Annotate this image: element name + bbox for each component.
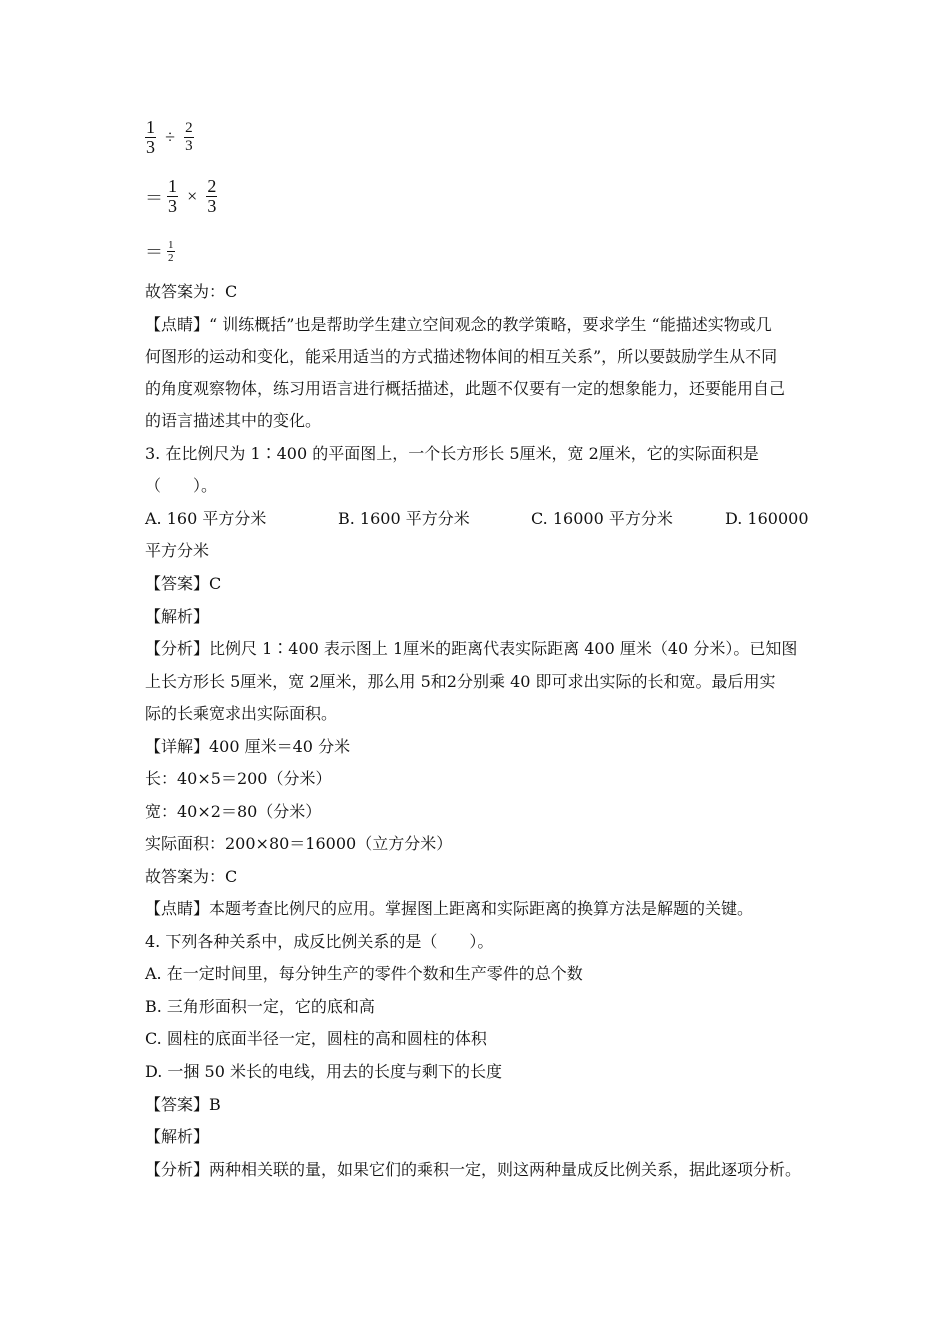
equals-sign: ＝ (145, 187, 163, 208)
answer-conclusion: 故答案为：C (145, 282, 238, 301)
numerator: 1 (146, 117, 155, 137)
multiply-operator: × (187, 186, 198, 206)
tip-line: 何图形的运动和变化，能采用适当的方式描述物体间的相互关系”，所以要鼓励学生从不同 (145, 347, 778, 366)
detail-line: 【详解】400 厘米＝40 分米 (145, 737, 351, 756)
option-d: D. 一捆 50 米长的电线，用去的长度与剩下的长度 (145, 1062, 502, 1081)
option-a: A. 160 平方分米 (145, 509, 267, 528)
analysis-line: 际的长乘宽求出实际面积。 (145, 704, 338, 723)
option-c: C. 16000 平方分米 (531, 509, 673, 528)
tip-line: 的语言描述其中的变化。 (145, 411, 322, 430)
analysis-line: 【分析】比例尺 1∶400 表示图上 1厘米的距离代表实际距离 400 厘米（40 分米）。已知图 (145, 639, 798, 658)
tip-line: 【点睛】本题考查比例尺的应用。掌握图上距离和实际距离的换算方法是解题的关键。 (145, 899, 754, 918)
answer-label: 【答案】C (145, 574, 222, 593)
denominator: 3 (146, 137, 155, 157)
analysis-line: 【分析】两种相关联的量，如果它们的乘积一定，则这两种量成反比例关系，据此逐项分析。 (145, 1160, 802, 1179)
numerator: 2 (207, 176, 217, 196)
answer-conclusion: 故答案为：C (145, 867, 238, 886)
denominator: 2 (168, 251, 174, 264)
option-d-cont: 平方分米 (145, 541, 210, 560)
math-step-1 (145, 118, 194, 157)
option-a: A. 在一定时间里，每分钟生产的零件个数和生产零件的总个数 (145, 964, 583, 983)
fraction (206, 177, 217, 216)
analysis-line: 上长方形长 5厘米，宽 2厘米，那么用 5和2分别乘 40 即可求出实际的长和宽。最后用实 (145, 672, 776, 691)
analysis-title: 【解析】 (145, 1127, 210, 1146)
option-b: B. 1600 平方分米 (338, 509, 470, 528)
fraction (167, 239, 175, 264)
math-step-2 (145, 177, 217, 216)
question-stem: 4. 下列各种关系中，成反比例关系的是（ ）。 (145, 932, 494, 951)
fraction (184, 120, 194, 155)
equals-sign: ＝ (145, 242, 163, 262)
option-b: B. 三角形面积一定，它的底和高 (145, 997, 375, 1016)
numerator: 2 (185, 120, 193, 136)
answer-label: 【答案】B (145, 1095, 221, 1114)
detail-line: 长：40×5＝200（分米） (145, 769, 332, 788)
question-stem: 3. 在比例尺为 1∶400 的平面图上，一个长方形长 5厘米，宽 2厘米，它的实际面积是 (145, 444, 759, 463)
fraction (167, 177, 178, 216)
math-step-3 (145, 238, 175, 264)
detail-line: 实际面积：200×80＝16000（立方分米） (145, 834, 453, 853)
analysis-title: 【解析】 (145, 607, 210, 626)
fraction (145, 118, 156, 157)
option-d: D. 160000 (725, 509, 809, 528)
divide-operator: ÷ (165, 127, 175, 147)
question-stem-cont: （ ）。 (145, 476, 218, 495)
numerator: 1 (168, 176, 177, 196)
detail-line: 宽：40×2＝80（分米） (145, 802, 322, 821)
numerator: 1 (168, 238, 174, 251)
tip-line: 的角度观察物体，练习用语言进行概括描述，此题不仅要有一定的想象能力，还要能用自己 (145, 379, 786, 398)
denominator: 3 (207, 196, 217, 216)
option-c: C. 圆柱的底面半径一定，圆柱的高和圆柱的体积 (145, 1029, 487, 1048)
denominator: 3 (185, 138, 193, 154)
tip-line: 【点睛】“ 训练概括”也是帮助学生建立空间观念的教学策略，要求学生 “能描述实物或几 (145, 315, 772, 334)
denominator: 3 (168, 196, 177, 216)
